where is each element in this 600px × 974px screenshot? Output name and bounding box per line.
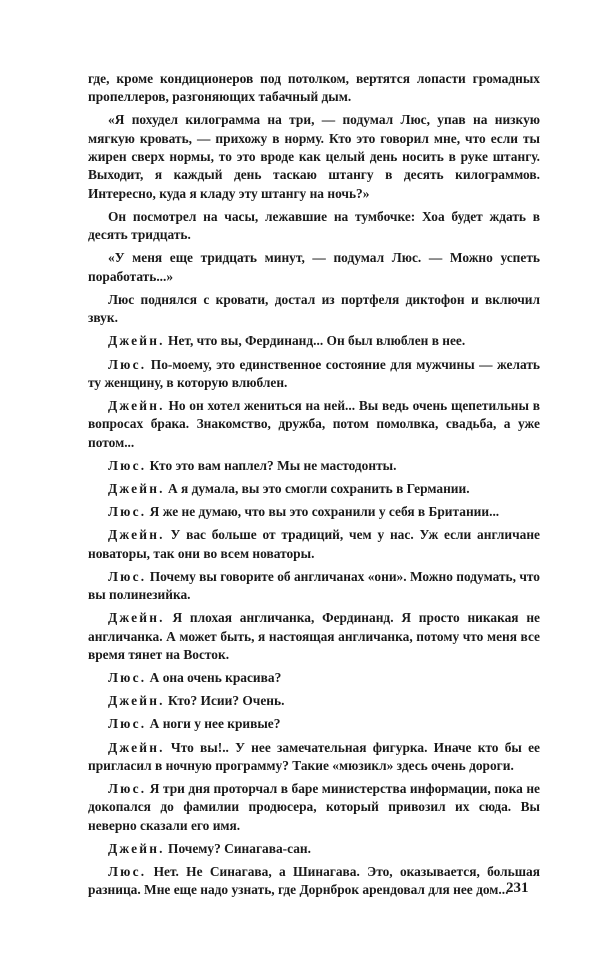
- speaker-name: Люс.: [108, 781, 147, 797]
- speaker-name: Джейн.: [108, 840, 165, 856]
- speaker-name: Джейн.: [108, 739, 165, 755]
- speaker-name: Люс.: [108, 504, 147, 520]
- paragraph: Люс поднялся с кровати, достал из портфеля диктофон и включил звук.: [88, 291, 540, 326]
- dialogue-line: Люс. Я три дня проторчал в баре министерства информации, пока не докопался до фамилии продюсера, который привозил их сюда. Вы неверно сказали его имя.: [88, 781, 540, 833]
- dialogue-line: Джейн. У вас больше от традиций, чем у нас. Уж если англичане новаторы, так они во всем новаторы.: [88, 527, 540, 561]
- dialogue-line: Джейн. Нет, что вы, Фердинанд... Он был влюблен в нее.: [108, 333, 466, 349]
- speaker-name: Люс.: [108, 356, 147, 372]
- speaker-name: Люс.: [108, 864, 147, 880]
- dialogue-line: Джейн. А я думала, вы это смогли сохранить в Германии.: [108, 480, 470, 496]
- speaker-name: Люс.: [108, 457, 147, 473]
- dialogue-line: Джейн. Что вы!.. У нее замечательная фигурка. Иначе кто бы ее пригласил в ночную программу? Такие «мюзикл» здесь очень дороги.: [88, 739, 540, 773]
- dialogue-line: Джейн. Я плохая англичанка, Фердинанд. Я просто никакая не англичанка. А может быть, я настоящая англичанка, потому что меня все время тянет на Восток.: [88, 610, 540, 662]
- speaker-name: Люс.: [108, 670, 147, 686]
- speaker-name: Люс.: [108, 568, 147, 584]
- dialogue-line: Люс. По-моему, это единственное состояние для мужчины — желать ту женщину, в которую влюблен.: [88, 356, 540, 390]
- dialogue-line: Джейн. Кто? Исии? Очень.: [108, 693, 285, 709]
- dialogue-line: Люс. Кто это вам наплел? Мы не мастодонты.: [108, 457, 397, 473]
- paragraph: «Я похудел килограмма на три, — подумал Люс, упав на низкую мягкую кровать, — прихожу в норму. Кто это говорил мне, что если ты жирен сверх нормы, то это вроде как целый день носить в руке штангу. Выходит, я каждый день таскаю штангу в десять килограммов. Интересно, куда я кладу эту штангу на ночь?»: [88, 112, 540, 201]
- dialogue-line: Джейн. Но он хотел жениться на ней... Вы ведь очень щепетильны в вопросах брака. Знакомство, дружба, потом помолвка, свадьба, а уже потом...: [88, 397, 540, 450]
- body-text: [88, 70, 540, 905]
- dialogue-line: Люс. Почему вы говорите об англичанах «они». Можно подумать, что вы полинезийка.: [88, 568, 540, 603]
- speaker-name: Джейн.: [108, 610, 165, 626]
- dialogue-line: Люс. А ноги у нее кривые?: [108, 716, 281, 732]
- dialogue-line: Люс. Нет. Не Синагава, а Шинагава. Это, оказывается, большая разница. Мне еще надо узнать, где Дорнброк арендовал для нее дом...: [88, 864, 540, 898]
- speaker-name: Джейн.: [108, 397, 165, 413]
- speaker-name: Джейн.: [108, 480, 165, 496]
- speaker-name: Люс.: [108, 716, 147, 732]
- paragraph: «У меня еще тридцать минут, — подумал Люс. — Можно успеть поработать...»: [88, 250, 540, 284]
- dialogue-line: Люс. Я же не думаю, что вы это сохранили у себя в Британии...: [108, 504, 500, 520]
- page-number: 231: [506, 880, 529, 896]
- paragraph: где, кроме кондиционеров под потолком, вертятся лопасти громадных пропеллеров, разгоняющих табачный дым.: [88, 71, 540, 105]
- speaker-name: Джейн.: [108, 693, 165, 709]
- dialogue-line: Джейн. Почему? Синагава-сан.: [108, 840, 311, 856]
- dialogue-line: Люс. А она очень красива?: [108, 670, 282, 686]
- paragraph: Он посмотрел на часы, лежавшие на тумбочке: Хоа будет ждать в десять тридцать.: [88, 208, 540, 243]
- speaker-name: Джейн.: [108, 333, 165, 349]
- speaker-name: Джейн.: [108, 527, 165, 543]
